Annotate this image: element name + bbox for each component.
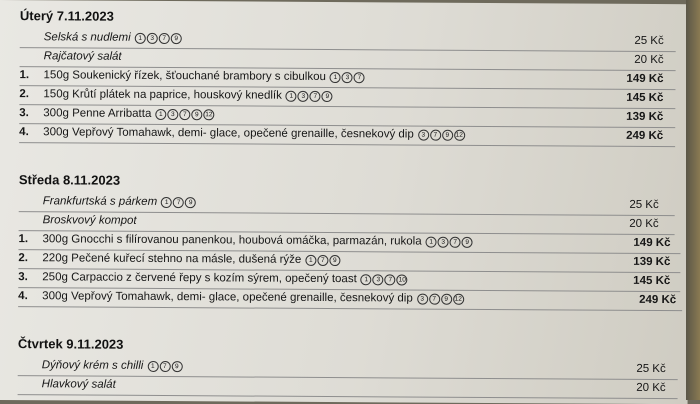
day-section <box>0 336 688 340</box>
item-number: 3. <box>19 107 39 119</box>
allergen-badge: 1 <box>155 109 166 120</box>
allergen-badge: 7 <box>354 72 365 83</box>
allergen-list <box>418 129 466 141</box>
allergen-list <box>426 236 474 248</box>
allergen-badge: 3 <box>373 274 384 285</box>
allergen-badge: 3 <box>417 294 428 305</box>
item-name: 250g Carpaccio z červené řepy s kozím sýrem, opečený toast 1 3 7 10 <box>42 271 409 285</box>
item-price: 149 Kč <box>626 73 663 85</box>
allergen-badge: 7 <box>430 130 441 141</box>
item-name: 300g Vepřový Tomahawk, demi- glace, opečené grenaille, česnekový dip 3 7 9 12 <box>42 290 465 305</box>
allergen-badge: 12 <box>203 109 214 120</box>
allergen-badge: 10 <box>397 274 408 285</box>
allergen-badge: 3 <box>298 91 309 102</box>
allergen-badge: 7 <box>450 237 461 248</box>
table-edge <box>686 0 700 400</box>
day-section <box>0 8 690 12</box>
allergen-badge: 9 <box>191 109 202 120</box>
allergen-badge: 9 <box>329 255 340 266</box>
item-price: 145 Kč <box>626 92 663 104</box>
allergen-badge: 9 <box>441 294 452 305</box>
allergen-badge: 7 <box>385 274 396 285</box>
allergen-badge: 12 <box>454 130 465 141</box>
day-title: Středa 8.11.2023 <box>19 172 120 188</box>
item-price: 25 Kč <box>636 363 665 375</box>
item-number: 4. <box>19 126 39 138</box>
item-price: 20 Kč <box>629 218 658 230</box>
allergen-list <box>361 273 409 285</box>
item-price: 20 Kč <box>636 382 665 394</box>
item-name: Rajčatový salát <box>44 50 122 62</box>
item-name: 300g Penne Arribatta 1 3 7 9 12 <box>43 107 215 120</box>
item-number: 2. <box>19 88 39 100</box>
allergen-badge: 7 <box>317 255 328 266</box>
daily-menu <box>0 0 690 4</box>
allergen-badge: 9 <box>442 130 453 141</box>
allergen-badge: 3 <box>418 130 429 141</box>
allergen-badge: 12 <box>453 294 464 305</box>
allergen-list <box>286 90 334 102</box>
allergen-badge: 9 <box>171 361 182 372</box>
item-name: Frankfurtská s párkem 1 7 9 <box>43 195 197 208</box>
allergen-badge: 1 <box>286 91 297 102</box>
item-name: Selská s nudlemi 1 3 7 9 <box>44 31 183 44</box>
allergen-badge: 9 <box>185 197 196 208</box>
allergen-list <box>135 32 183 44</box>
allergen-badge: 9 <box>462 237 473 248</box>
item-name: 300g Gnocchi s filírovanou panenkou, houbová omáčka, parmazán, rukola 1 3 7 9 <box>43 233 474 248</box>
item-price: 249 Kč <box>626 130 663 142</box>
allergen-badge: 7 <box>429 294 440 305</box>
menu-item <box>18 375 678 399</box>
allergen-badge: 9 <box>322 91 333 102</box>
item-price: 145 Kč <box>633 275 670 287</box>
item-name: 300g Vepřový Tomahawk, demi- glace, opečené grenaille, česnekový dip 3 7 9 12 <box>43 126 466 141</box>
allergen-badge: 1 <box>135 33 146 44</box>
item-price: 20 Kč <box>634 54 663 66</box>
item-price: 249 Kč <box>639 294 676 306</box>
allergen-badge: 7 <box>159 33 170 44</box>
allergen-badge: 3 <box>438 237 449 248</box>
allergen-list <box>330 71 366 83</box>
allergen-badge: 1 <box>426 237 437 248</box>
menu-item <box>18 287 682 311</box>
item-price: 149 Kč <box>633 237 670 249</box>
allergen-badge: 1 <box>161 197 172 208</box>
item-number: 2. <box>18 252 38 264</box>
day-section <box>0 172 689 176</box>
item-name: Broskvový kompot <box>43 214 137 227</box>
item-price: 139 Kč <box>626 111 663 123</box>
allergen-badge: 3 <box>342 72 353 83</box>
allergen-badge: 7 <box>159 361 170 372</box>
item-price: 25 Kč <box>634 35 663 47</box>
item-name: 220g Pečené kuřecí stehno na másle, dušená rýže 1 7 9 <box>42 252 341 266</box>
allergen-list <box>305 254 341 266</box>
allergen-badge: 1 <box>147 361 158 372</box>
day-title: Úterý 7.11.2023 <box>20 8 114 24</box>
allergen-badge: 3 <box>167 109 178 120</box>
item-number: 4. <box>18 290 38 302</box>
item-name: Hlavkový salát <box>42 378 116 390</box>
allergen-list <box>155 108 215 120</box>
menu-item <box>19 123 675 147</box>
item-name: 150g Krůtí plátek na paprice, houskový knedlík 1 3 7 9 <box>43 88 334 102</box>
item-number: 1. <box>20 69 40 81</box>
item-number: 1. <box>19 233 39 245</box>
allergen-badge: 1 <box>305 255 316 266</box>
allergen-badge: 3 <box>147 33 158 44</box>
allergen-badge: 1 <box>330 72 341 83</box>
item-price: 139 Kč <box>633 256 670 268</box>
allergen-badge: 7 <box>179 109 190 120</box>
item-price: 25 Kč <box>629 199 658 211</box>
item-name: 150g Soukenický řízek, šťouchané brambory s cibulkou 1 3 7 <box>44 69 366 83</box>
allergen-badge: 7 <box>310 91 321 102</box>
day-title: Čtvrtek 9.11.2023 <box>18 336 124 352</box>
allergen-list <box>147 360 183 372</box>
allergen-badge: 7 <box>173 197 184 208</box>
allergen-badge: 9 <box>171 33 182 44</box>
item-name: Dýňový krém s chilli 1 7 9 <box>42 359 184 372</box>
allergen-list <box>161 196 197 208</box>
allergen-list <box>417 293 465 305</box>
allergen-badge: 1 <box>361 274 372 285</box>
item-number: 3. <box>18 271 38 283</box>
